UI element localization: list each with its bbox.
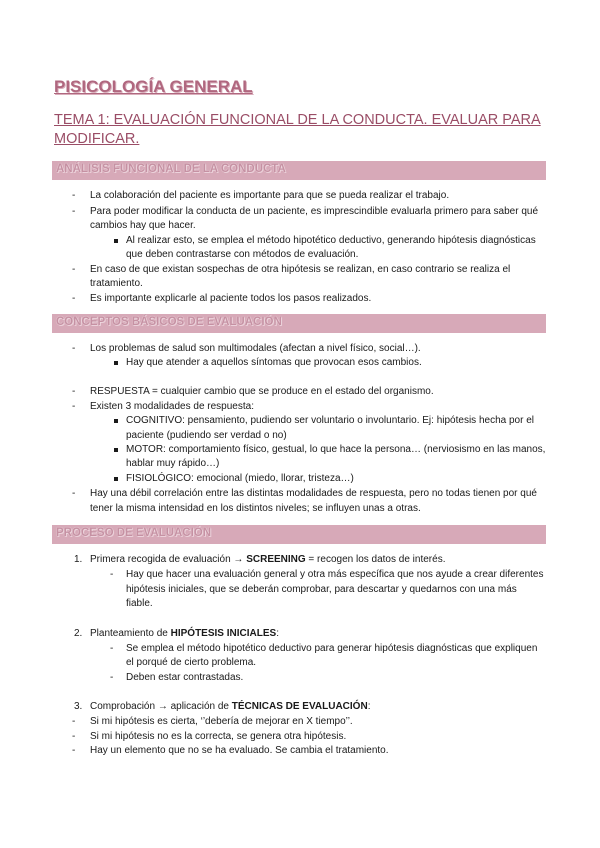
sub-list-item: Hay que atender a aquellos síntomas que provocan esos cambios. [126, 357, 422, 368]
square-bullet-icon [114, 361, 118, 365]
list-item: Si mi hipótesis es cierta, ‘’debería de mejorar en X tiempo’’. [90, 716, 353, 727]
dash-bullet: - [110, 569, 114, 580]
sub-list-item-continuation: fiable. [126, 598, 153, 609]
step-2-line [90, 627, 279, 641]
dash-bullet: - [72, 731, 76, 742]
step-number: 1. [74, 554, 83, 565]
section-heading: ANÁLISIS FUNCIONAL DE LA CONDUCTA [56, 163, 286, 175]
list-item-continuation: cambios hay que hacer. [90, 220, 196, 231]
section-band-conceptos [52, 314, 546, 333]
list-item: Para poder modificar la conducta de un paciente, es imprescindible evaluarla primero para saber qué [90, 206, 539, 217]
sub-list-item: Deben estar contrastadas. [126, 672, 244, 683]
list-item: RESPUESTA = cualquier cambio que se produce en el estado del organismo. [90, 386, 434, 397]
list-item: Si mi hipótesis no es la correcta, se genera otra hipótesis. [90, 731, 347, 742]
list-item: Es importante explicarle al paciente todos los pasos realizados. [90, 293, 372, 304]
step-3-text: Comprobación → aplicación de [90, 701, 232, 712]
sub-list-item: COGNITIVO: pensamiento, pudiendo ser voluntario o involuntario. Ej: hipótesis hecha por el [126, 415, 534, 426]
section-band-proceso [52, 525, 546, 544]
step-2-text-end: : [276, 628, 279, 639]
document-title: PISICOLOGÍA GENERAL [54, 77, 253, 96]
step-1-line [90, 553, 445, 567]
step-number: 2. [74, 628, 83, 639]
list-item: Hay un elemento que no se ha evaluado. Se cambia el tratamiento. [90, 745, 389, 756]
list-item: Existen 3 modalidades de respuesta: [90, 401, 254, 412]
dash-bullet: - [110, 643, 114, 654]
dash-bullet: - [72, 401, 76, 412]
list-item: Los problemas de salud son multimodales (afectan a nivel físico, social…). [90, 343, 421, 354]
step-3-keyword: TÉCNICAS DE EVALUACIÓN [231, 701, 368, 712]
dash-bullet: - [72, 206, 76, 217]
sub-list-item-continuation: paciente (pudiendo ser verdad o no) [126, 430, 287, 441]
square-bullet-icon [114, 239, 118, 243]
dash-bullet: - [110, 672, 114, 683]
square-bullet-icon [114, 477, 118, 481]
dash-bullet: - [72, 716, 76, 727]
sub-list-item-continuation: hipótesis iniciales, que se deberán comprobar, para descartar y quedarnos con una más [126, 584, 517, 595]
sub-list-item: MOTOR: comportamiento físico, gestual, lo que hace la persona… (nerviosismo en las manos, [126, 444, 546, 455]
sub-list-item: Al realizar esto, se emplea el método hipotético deductivo, generando hipótesis diagnósticas [126, 235, 536, 246]
sub-list-item: FISIOLÓGICO: emocional (miedo, llorar, tristeza…) [126, 473, 354, 484]
dash-bullet: - [72, 343, 76, 354]
sub-list-item-continuation: el porqué de cierto problema. [126, 657, 257, 668]
dash-bullet: - [72, 488, 76, 499]
step-1-text-end: = recogen los datos de interés. [305, 554, 446, 565]
dash-bullet: - [72, 190, 76, 201]
list-item-continuation: tener la misma intensidad en los distintos niveles; se influyen unas a otras. [90, 503, 421, 514]
dash-bullet: - [72, 386, 76, 397]
step-2-keyword: HIPÓTESIS INICIALES [170, 628, 277, 639]
dash-bullet: - [72, 264, 76, 275]
sub-list-item: Se emplea el método hipotético deductivo para generar hipótesis diagnósticas que expliquen [126, 643, 538, 654]
step-2-text: Planteamiento de [90, 628, 171, 639]
list-item: La colaboración del paciente es importante para que se pueda realizar el trabajo. [90, 190, 450, 201]
topic-heading: TEMA 1: EVALUACIÓN FUNCIONAL DE LA CONDUCTA. EVALUAR PARA MODIFICAR. [54, 112, 541, 147]
square-bullet-icon [114, 448, 118, 452]
list-item-continuation: tratamiento. [90, 278, 143, 289]
list-item: Hay una débil correlación entre las distintas modalidades de respuesta, pero no todas tienen por qué [90, 488, 537, 499]
dash-bullet: - [72, 745, 76, 756]
step-1-text: Primera recogida de evaluación → [90, 554, 247, 565]
step-3-text-end: : [367, 701, 371, 712]
step-1-keyword: SCREENING [246, 554, 306, 565]
section-heading: PROCESO DE EVALUACIÓN [56, 527, 212, 539]
section-heading: CONCEPTOS BÁSICOS DE EVALUACIÓN [56, 316, 282, 328]
sub-list-item-continuation: hablar muy rápido…) [126, 458, 220, 469]
sub-list-item-continuation: que deben contrastarse con métodos de evaluación. [126, 249, 359, 260]
step-number: 3. [74, 701, 83, 712]
square-bullet-icon [114, 419, 118, 423]
step-3-line [90, 700, 370, 714]
list-item: En caso de que existan sospechas de otra hipótesis se realizan, en caso contrario se realiza el [90, 264, 511, 275]
section-band-analisis [52, 161, 546, 180]
sub-list-item: Hay que hacer una evaluación general y otra más específica que nos ayude a crear diferentes [126, 569, 544, 580]
dash-bullet: - [72, 293, 76, 304]
